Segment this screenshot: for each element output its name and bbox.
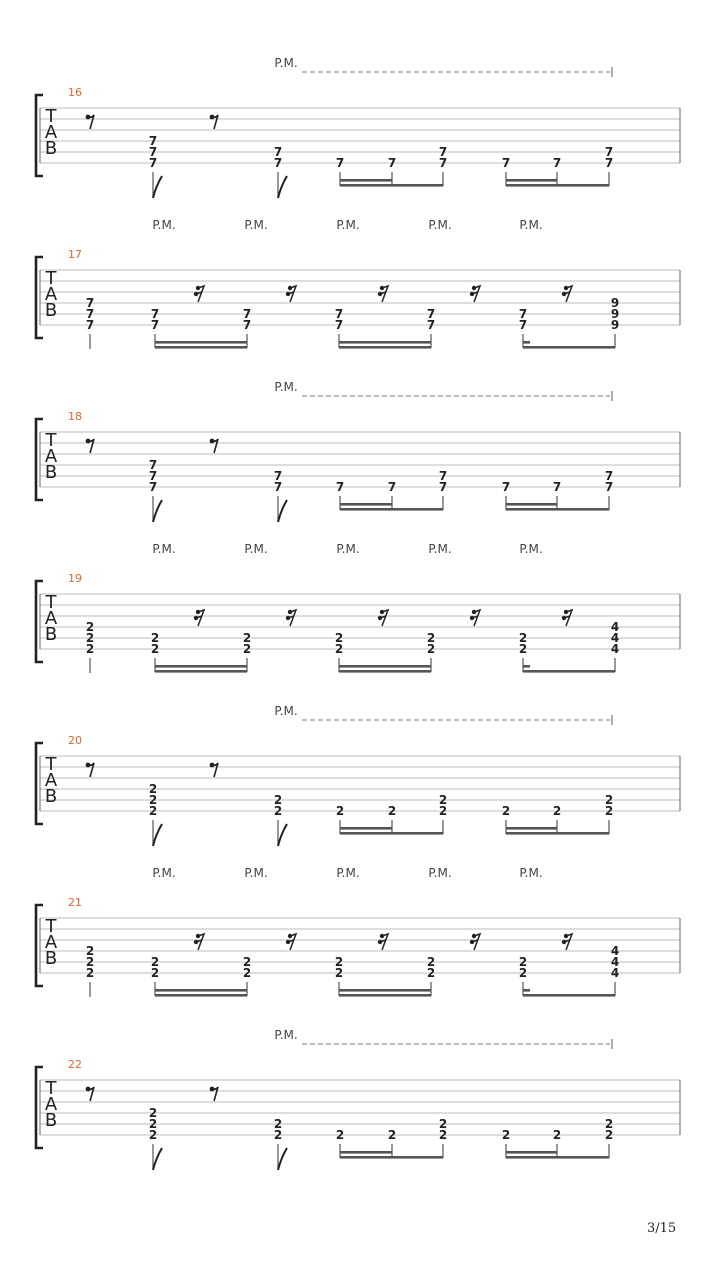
tab-fret-number: 4 bbox=[610, 631, 620, 645]
tab-fret-number: 2 bbox=[518, 642, 528, 656]
tab-fret-number: 9 bbox=[610, 296, 620, 310]
palm-mute-label: P.M. bbox=[428, 866, 452, 880]
tab-fret-number: 7 bbox=[552, 156, 562, 170]
tab-fret-number: 7 bbox=[85, 307, 95, 321]
tab-fret-number: 2 bbox=[426, 642, 436, 656]
tab-fret-number: 7 bbox=[273, 469, 283, 483]
tab-clef-letter: A bbox=[44, 1094, 58, 1115]
palm-mute-label: P.M. bbox=[519, 218, 543, 232]
tab-fret-number: 9 bbox=[610, 318, 620, 332]
tab-fret-number: 4 bbox=[610, 955, 620, 969]
tab-system bbox=[36, 866, 680, 997]
tab-clef-letter: B bbox=[44, 138, 58, 159]
sixteenth-rest bbox=[470, 934, 480, 950]
tab-fret-number: 7 bbox=[148, 145, 158, 159]
note-beam bbox=[523, 341, 530, 344]
tab-fret-number: 2 bbox=[148, 1106, 158, 1120]
tab-fret-number: 2 bbox=[552, 804, 562, 818]
tab-fret-number: 2 bbox=[501, 1128, 511, 1142]
note-beam bbox=[339, 989, 431, 992]
tab-fret-number: 2 bbox=[518, 966, 528, 980]
tab-fret-number: 2 bbox=[242, 966, 252, 980]
note-flag bbox=[278, 1148, 287, 1170]
tab-fret-number: 7 bbox=[242, 318, 252, 332]
note-flag bbox=[153, 500, 162, 522]
sixteenth-rest bbox=[378, 610, 388, 626]
note-flag bbox=[278, 176, 287, 198]
sixteenth-rest bbox=[562, 934, 572, 950]
note-beam bbox=[155, 670, 247, 673]
note-beam bbox=[523, 994, 615, 997]
sixteenth-rest bbox=[194, 934, 204, 950]
tab-fret-number: 2 bbox=[273, 1128, 283, 1142]
sixteenth-rest bbox=[286, 610, 296, 626]
tab-clef-letter: B bbox=[44, 1110, 58, 1131]
note-beam bbox=[340, 503, 392, 506]
tab-fret-number: 2 bbox=[85, 944, 95, 958]
tab-fret-number: 2 bbox=[150, 631, 160, 645]
tab-fret-number: 2 bbox=[335, 1128, 345, 1142]
palm-mute-label: P.M. bbox=[428, 218, 452, 232]
tab-fret-number: 7 bbox=[604, 156, 614, 170]
tab-fret-number: 4 bbox=[610, 966, 620, 980]
eighth-rest bbox=[210, 1087, 218, 1101]
tab-fret-number: 4 bbox=[610, 620, 620, 634]
palm-mute-label: P.M. bbox=[274, 56, 298, 70]
note-beam bbox=[155, 665, 247, 668]
tab-clef-letter: B bbox=[44, 786, 58, 807]
note-beam bbox=[155, 346, 247, 349]
measure-number: 17 bbox=[68, 248, 82, 261]
tab-fret-number: 2 bbox=[334, 631, 344, 645]
note-flag bbox=[278, 824, 287, 846]
tab-fret-number: 2 bbox=[518, 631, 528, 645]
eighth-rest bbox=[210, 763, 218, 777]
tab-fret-number: 7 bbox=[438, 156, 448, 170]
tab-system bbox=[36, 56, 680, 198]
tab-clef-letter: B bbox=[44, 624, 58, 645]
note-beam bbox=[523, 346, 615, 349]
tab-clef-letter: A bbox=[44, 122, 58, 143]
tab-fret-number: 7 bbox=[273, 156, 283, 170]
tab-fret-number: 7 bbox=[604, 469, 614, 483]
palm-mute-label: P.M. bbox=[152, 542, 176, 556]
tab-fret-number: 2 bbox=[334, 966, 344, 980]
tab-fret-number: 7 bbox=[387, 156, 397, 170]
palm-mute-label: P.M. bbox=[274, 1028, 298, 1042]
note-beam bbox=[506, 1151, 557, 1154]
measure-number: 19 bbox=[68, 572, 82, 585]
tab-fret-number: 2 bbox=[150, 966, 160, 980]
tab-fret-number: 7 bbox=[335, 156, 345, 170]
note-beam bbox=[340, 827, 392, 830]
tab-fret-number: 2 bbox=[150, 642, 160, 656]
tab-clef-letter: T bbox=[45, 754, 57, 775]
tab-clef-letter: A bbox=[44, 608, 58, 629]
eighth-rest bbox=[86, 439, 94, 453]
tab-fret-number: 2 bbox=[335, 804, 345, 818]
rest-stem bbox=[212, 439, 218, 453]
palm-mute-label: P.M. bbox=[244, 542, 268, 556]
tab-fret-number: 7 bbox=[85, 318, 95, 332]
note-beam bbox=[339, 994, 431, 997]
rest-stem bbox=[88, 1087, 94, 1101]
tab-fret-number: 7 bbox=[438, 469, 448, 483]
note-flag bbox=[153, 1148, 162, 1170]
note-beam bbox=[339, 665, 431, 668]
tab-fret-number: 2 bbox=[552, 1128, 562, 1142]
tab-fret-number: 7 bbox=[85, 296, 95, 310]
tab-fret-number: 7 bbox=[334, 307, 344, 321]
note-flag bbox=[153, 824, 162, 846]
rest-stem bbox=[88, 763, 94, 777]
measure-number: 18 bbox=[68, 410, 82, 423]
tab-system bbox=[36, 218, 680, 349]
tab-fret-number: 2 bbox=[148, 1117, 158, 1131]
palm-mute-label: P.M. bbox=[519, 542, 543, 556]
tab-fret-number: 2 bbox=[273, 804, 283, 818]
tab-fret-number: 7 bbox=[518, 318, 528, 332]
palm-mute-label: P.M. bbox=[274, 380, 298, 394]
tab-fret-number: 2 bbox=[242, 955, 252, 969]
note-beam bbox=[340, 184, 443, 187]
note-beam bbox=[340, 832, 443, 835]
tab-fret-number: 2 bbox=[85, 642, 95, 656]
tab-clef-letter: B bbox=[44, 462, 58, 483]
tab-fret-number: 7 bbox=[148, 458, 158, 472]
tab-clef-letter: T bbox=[45, 1078, 57, 1099]
tab-fret-number: 7 bbox=[426, 318, 436, 332]
rest-stem bbox=[88, 439, 94, 453]
tab-clef-letter: A bbox=[44, 932, 58, 953]
sixteenth-rest bbox=[286, 286, 296, 302]
note-beam bbox=[340, 508, 443, 511]
tab-fret-number: 7 bbox=[148, 134, 158, 148]
palm-mute-label: P.M. bbox=[244, 866, 268, 880]
sixteenth-rest bbox=[286, 934, 296, 950]
note-beam bbox=[339, 670, 431, 673]
tab-fret-number: 7 bbox=[518, 307, 528, 321]
tab-clef-letter: A bbox=[44, 446, 58, 467]
note-beam bbox=[155, 341, 247, 344]
tab-fret-number: 2 bbox=[387, 1128, 397, 1142]
tab-fret-number: 2 bbox=[242, 631, 252, 645]
tab-fret-number: 7 bbox=[150, 307, 160, 321]
tab-fret-number: 2 bbox=[85, 955, 95, 969]
sixteenth-rest bbox=[378, 286, 388, 302]
tab-fret-number: 2 bbox=[438, 793, 448, 807]
eighth-rest bbox=[86, 1087, 94, 1101]
tab-fret-number: 7 bbox=[552, 480, 562, 494]
note-beam bbox=[506, 179, 557, 182]
rest-stem bbox=[212, 1087, 218, 1101]
sixteenth-rest bbox=[194, 610, 204, 626]
measure-number: 22 bbox=[68, 1058, 82, 1071]
tab-fret-number: 2 bbox=[604, 793, 614, 807]
tab-system bbox=[36, 704, 680, 846]
note-beam bbox=[506, 508, 609, 511]
tab-clef-letter: T bbox=[45, 268, 57, 289]
tab-fret-number: 2 bbox=[604, 1117, 614, 1131]
sixteenth-rest bbox=[470, 610, 480, 626]
tab-system bbox=[36, 380, 680, 522]
tab-system bbox=[36, 542, 680, 673]
tab-fret-number: 2 bbox=[604, 1128, 614, 1142]
note-flag bbox=[153, 176, 162, 198]
tab-fret-number: 4 bbox=[610, 944, 620, 958]
tab-fret-number: 7 bbox=[604, 145, 614, 159]
sixteenth-rest bbox=[562, 610, 572, 626]
eighth-rest bbox=[210, 439, 218, 453]
tab-fret-number: 2 bbox=[273, 793, 283, 807]
tab-fret-number: 2 bbox=[85, 631, 95, 645]
note-beam bbox=[506, 503, 557, 506]
tab-clef-letter: A bbox=[44, 770, 58, 791]
sixteenth-rest bbox=[378, 934, 388, 950]
tab-fret-number: 2 bbox=[334, 642, 344, 656]
rest-stem bbox=[212, 115, 218, 129]
tab-clef-letter: T bbox=[45, 916, 57, 937]
palm-mute-label: P.M. bbox=[336, 542, 360, 556]
eighth-rest bbox=[210, 115, 218, 129]
tab-fret-number: 2 bbox=[438, 1128, 448, 1142]
tab-clef-letter: T bbox=[45, 430, 57, 451]
note-beam bbox=[340, 1156, 443, 1159]
tab-fret-number: 7 bbox=[426, 307, 436, 321]
tab-fret-number: 2 bbox=[85, 620, 95, 634]
eighth-rest bbox=[86, 115, 94, 129]
tab-fret-number: 7 bbox=[273, 480, 283, 494]
note-beam bbox=[523, 665, 530, 668]
tab-fret-number: 7 bbox=[501, 156, 511, 170]
palm-mute-label: P.M. bbox=[336, 866, 360, 880]
tab-fret-number: 7 bbox=[148, 469, 158, 483]
tab-fret-number: 2 bbox=[148, 793, 158, 807]
tab-fret-number: 2 bbox=[334, 955, 344, 969]
tab-fret-number: 2 bbox=[148, 804, 158, 818]
tab-fret-number: 2 bbox=[150, 955, 160, 969]
note-beam bbox=[506, 832, 609, 835]
note-beam bbox=[340, 179, 392, 182]
tab-clef-letter: A bbox=[44, 284, 58, 305]
tab-clef-letter: B bbox=[44, 948, 58, 969]
note-beam bbox=[339, 341, 431, 344]
measure-number: 16 bbox=[68, 86, 82, 99]
eighth-rest bbox=[86, 763, 94, 777]
palm-mute-label: P.M. bbox=[274, 704, 298, 718]
note-beam bbox=[155, 994, 247, 997]
palm-mute-label: P.M. bbox=[152, 218, 176, 232]
tab-fret-number: 2 bbox=[518, 955, 528, 969]
sixteenth-rest bbox=[470, 286, 480, 302]
tab-fret-number: 7 bbox=[150, 318, 160, 332]
tab-fret-number: 2 bbox=[438, 804, 448, 818]
tab-fret-number: 2 bbox=[85, 966, 95, 980]
tab-fret-number: 2 bbox=[148, 1128, 158, 1142]
note-beam bbox=[155, 989, 247, 992]
palm-mute-label: P.M. bbox=[244, 218, 268, 232]
tab-clef-letter: T bbox=[45, 592, 57, 613]
tab-fret-number: 2 bbox=[426, 631, 436, 645]
rest-stem bbox=[88, 115, 94, 129]
tab-fret-number: 7 bbox=[273, 145, 283, 159]
palm-mute-label: P.M. bbox=[152, 866, 176, 880]
tab-fret-number: 2 bbox=[501, 804, 511, 818]
tab-fret-number: 2 bbox=[426, 955, 436, 969]
sixteenth-rest bbox=[562, 286, 572, 302]
tab-fret-number: 2 bbox=[148, 782, 158, 796]
rest-stem bbox=[212, 763, 218, 777]
page-number: 3/15 bbox=[647, 1221, 677, 1236]
tab-clef-letter: T bbox=[45, 106, 57, 127]
tab-clef-letter: B bbox=[44, 300, 58, 321]
tab-fret-number: 7 bbox=[242, 307, 252, 321]
tab-fret-number: 7 bbox=[438, 480, 448, 494]
note-beam bbox=[506, 184, 609, 187]
tab-fret-number: 2 bbox=[426, 966, 436, 980]
tab-fret-number: 7 bbox=[438, 145, 448, 159]
note-beam bbox=[506, 1156, 609, 1159]
note-beam bbox=[340, 1151, 392, 1154]
tab-fret-number: 2 bbox=[273, 1117, 283, 1131]
tab-fret-number: 7 bbox=[604, 480, 614, 494]
palm-mute-label: P.M. bbox=[428, 542, 452, 556]
sixteenth-rest bbox=[194, 286, 204, 302]
note-beam bbox=[506, 827, 557, 830]
tab-fret-number: 2 bbox=[387, 804, 397, 818]
tab-fret-number: 2 bbox=[438, 1117, 448, 1131]
palm-mute-label: P.M. bbox=[336, 218, 360, 232]
tab-system bbox=[36, 1028, 680, 1170]
note-beam bbox=[523, 670, 615, 673]
tab-fret-number: 7 bbox=[334, 318, 344, 332]
tab-fret-number: 7 bbox=[501, 480, 511, 494]
measure-number: 21 bbox=[68, 896, 82, 909]
tab-fret-number: 7 bbox=[335, 480, 345, 494]
tab-fret-number: 9 bbox=[610, 307, 620, 321]
tab-fret-number: 4 bbox=[610, 642, 620, 656]
tab-fret-number: 7 bbox=[148, 480, 158, 494]
note-beam bbox=[523, 989, 530, 992]
measure-number: 20 bbox=[68, 734, 82, 747]
tab-fret-number: 7 bbox=[387, 480, 397, 494]
tab-fret-number: 7 bbox=[148, 156, 158, 170]
tab-fret-number: 2 bbox=[242, 642, 252, 656]
palm-mute-label: P.M. bbox=[519, 866, 543, 880]
note-beam bbox=[339, 346, 431, 349]
tab-fret-number: 2 bbox=[604, 804, 614, 818]
note-flag bbox=[278, 500, 287, 522]
